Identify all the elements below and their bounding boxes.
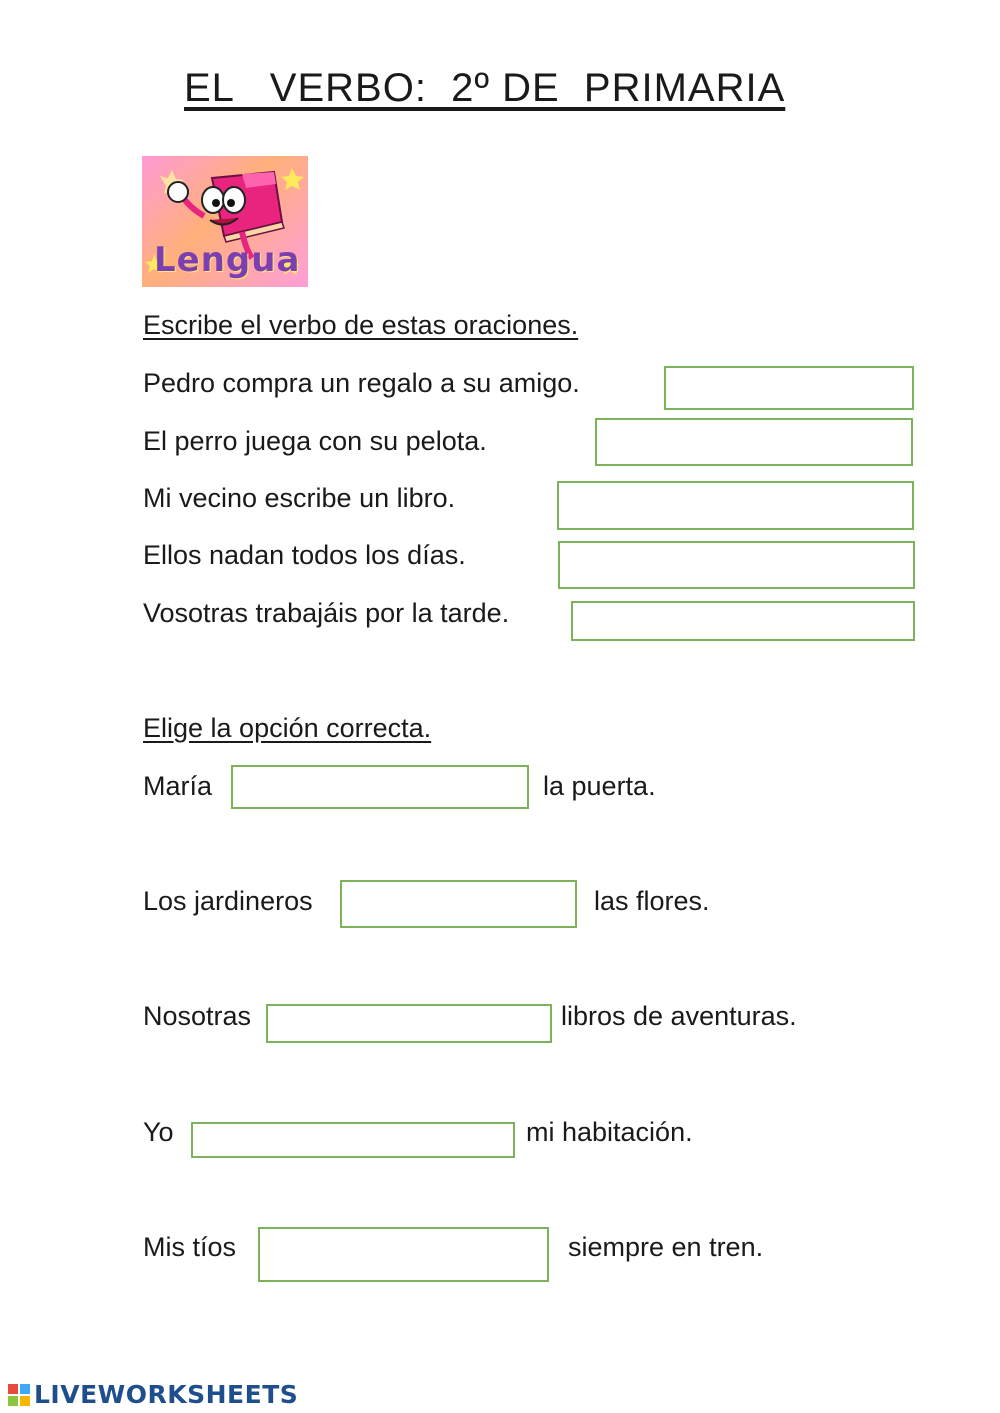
footer-brand-text: LIVEWORKSHEETS — [34, 1380, 299, 1409]
sentence-2: El perro juega con su pelota. — [143, 426, 487, 456]
option-sentence-4-end: mi habitación. — [526, 1117, 693, 1147]
option-sentence-5-start: Mis tíos — [143, 1232, 237, 1262]
section1-heading: Escribe el verbo de estas oraciones. — [143, 310, 579, 340]
logo-word: Lengua — [154, 240, 301, 280]
sentence-3: Mi vecino escribe un libro. — [143, 483, 456, 513]
option-select-4[interactable] — [191, 1122, 515, 1158]
option-sentence-2-start: Los jardineros — [143, 886, 313, 916]
sentence-5: Vosotras trabajáis por la tarde. — [143, 598, 510, 628]
option-select-5[interactable] — [258, 1227, 549, 1282]
option-sentence-1-end: la puerta. — [543, 771, 656, 801]
verb-answer-input-2[interactable] — [595, 418, 913, 466]
liveworksheets-logo-icon — [8, 1384, 30, 1406]
sentence-4: Ellos nadan todos los días. — [143, 540, 466, 570]
option-sentence-4-start: Yo — [143, 1117, 174, 1147]
lengua-logo — [142, 156, 308, 287]
section2-heading: Elige la opción correcta. — [143, 713, 432, 743]
page-title: EL VERBO: 2º DE PRIMARIA — [184, 66, 786, 110]
footer-brand — [8, 1380, 298, 1409]
verb-answer-input-4[interactable] — [558, 541, 915, 589]
option-select-2[interactable] — [340, 880, 577, 928]
option-sentence-3-start: Nosotras — [143, 1001, 252, 1031]
option-select-1[interactable] — [231, 765, 529, 809]
verb-answer-input-5[interactable] — [571, 601, 915, 641]
option-select-3[interactable] — [266, 1004, 552, 1043]
sentence-1: Pedro compra un regalo a su amigo. — [143, 368, 580, 398]
verb-answer-input-3[interactable] — [557, 481, 914, 530]
option-sentence-2-end: las flores. — [594, 886, 710, 916]
option-sentence-5-end: siempre en tren. — [568, 1232, 764, 1262]
verb-answer-input-1[interactable] — [664, 366, 914, 410]
option-sentence-3-end: libros de aventuras. — [561, 1001, 797, 1031]
option-sentence-1-start: María — [143, 771, 213, 801]
